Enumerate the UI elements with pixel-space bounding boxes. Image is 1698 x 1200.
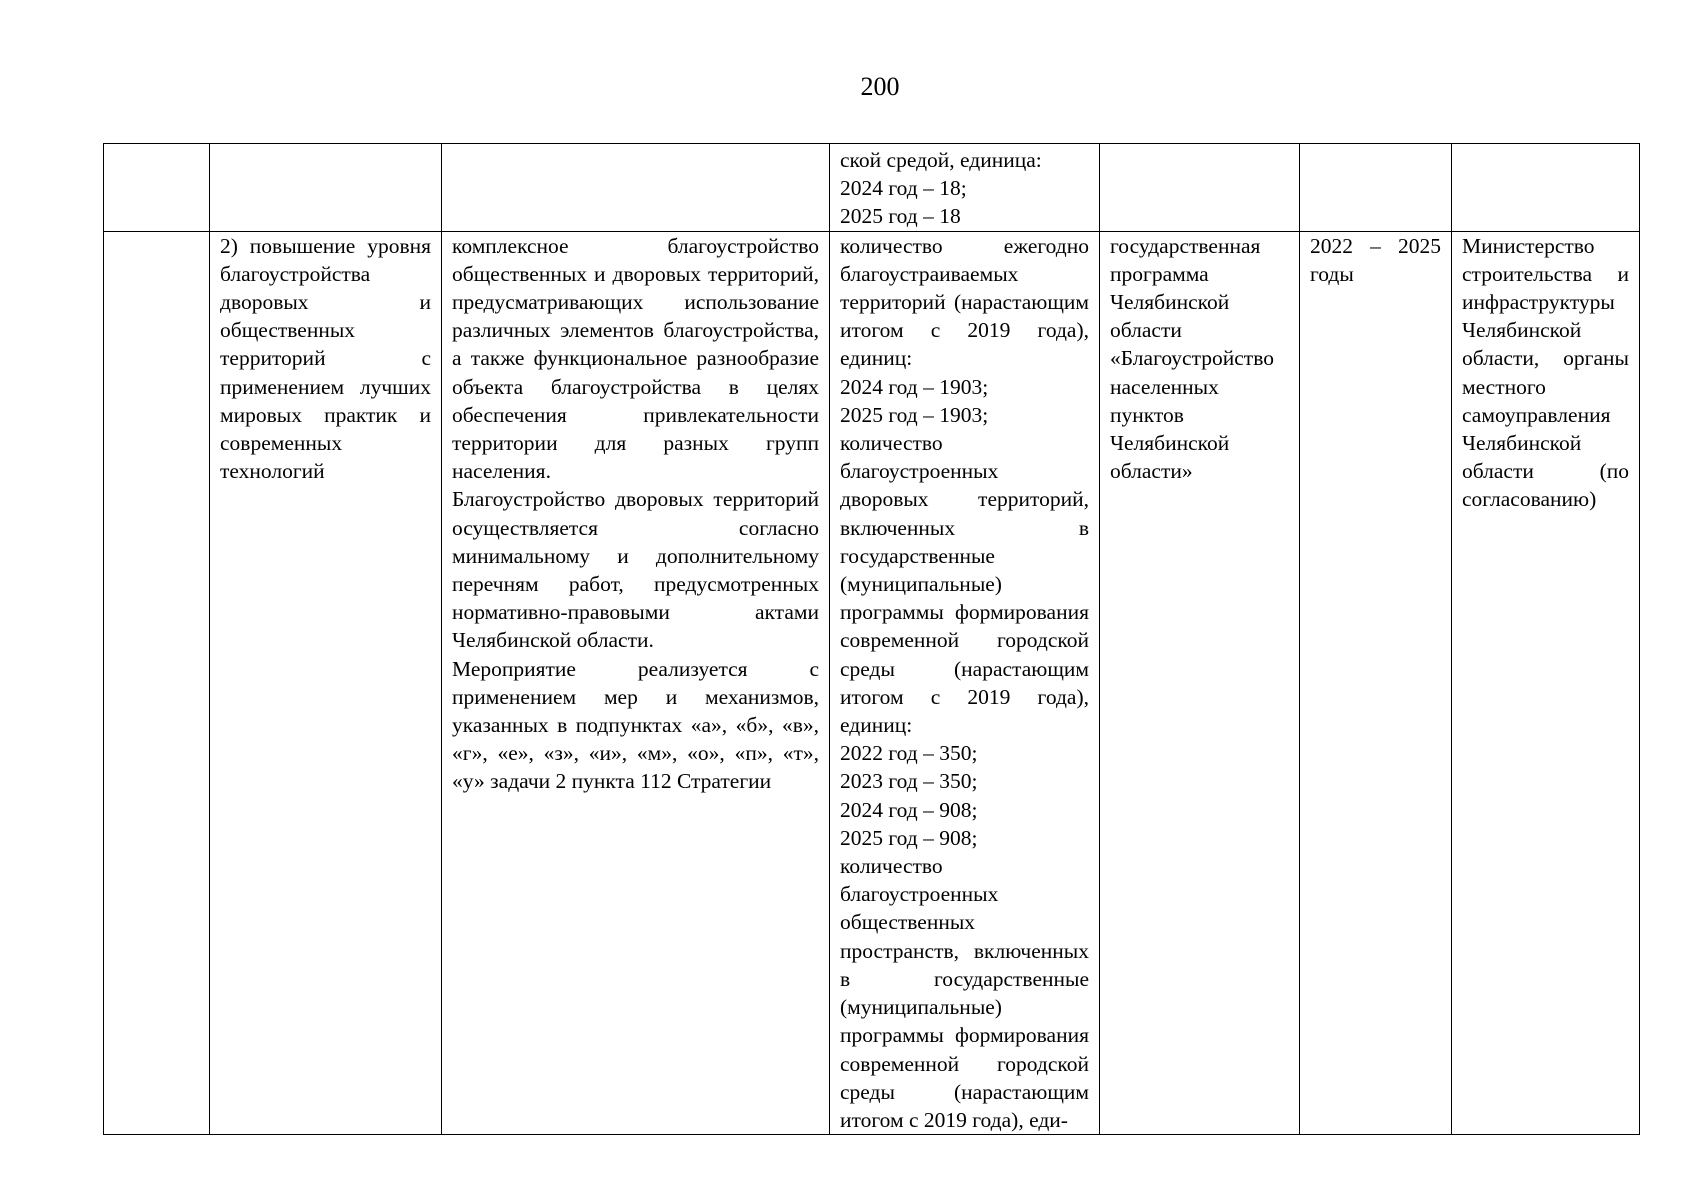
table-row bbox=[104, 231, 1640, 1135]
page-number: 200 bbox=[860, 72, 900, 101]
table-cell-measure bbox=[442, 144, 830, 232]
strategy-table bbox=[103, 143, 1640, 1135]
table-cell-responsible bbox=[1452, 231, 1640, 1135]
indicator-text: количество благоустроенных общественных пространств, включенных в государственные (муниципальные) программы формирования современной городской среды (нарастающим итогом с 2019 года), еди- bbox=[840, 854, 1089, 1132]
indicator-value: 2025 год – 908; bbox=[840, 825, 978, 850]
measure-paragraph: комплексное благоустройство общественных и дворовых территорий, предусматривающих использование различных элементов благоустройства, а также функциональное разнообразие объекта благоустройства в целях обеспечения привлекательности территории для разных групп населения. bbox=[452, 233, 819, 484]
indicator-text: ской средой, единица: bbox=[840, 148, 1042, 172]
indicator-value: 2025 год – 1903; bbox=[840, 402, 989, 427]
table-cell-period bbox=[1300, 144, 1452, 232]
responsible-text: Министерство строительства и инфраструктуры Челябинской области, органы местного самоуправления Челябинской области (по согласованию) bbox=[1462, 233, 1629, 512]
table-cell-responsible bbox=[1452, 144, 1640, 232]
table-cell-period bbox=[1300, 231, 1452, 1135]
indicator-value: 2023 год – 350; bbox=[840, 769, 978, 794]
table-cell-program bbox=[1100, 231, 1300, 1135]
program-text: государственная программа Челябинской области «Благоустройство населенных пунктов Челябинской области» bbox=[1110, 233, 1274, 484]
table-cell-program bbox=[1100, 144, 1300, 232]
table-cell-indicator bbox=[830, 231, 1100, 1135]
table-cell-measure bbox=[442, 231, 830, 1135]
table-cell-task bbox=[210, 231, 442, 1135]
table-cell-number bbox=[104, 231, 210, 1135]
indicator-value: 2024 год – 1903; bbox=[840, 374, 989, 399]
indicator-value: 2024 год – 18; bbox=[840, 176, 967, 201]
table-row bbox=[104, 144, 1640, 232]
table-cell-task bbox=[210, 144, 442, 232]
measure-paragraph: Благоустройство дворовых территорий осуществляется согласно минимальному и дополнительному перечням работ, предусмотренных нормативно-правовыми актами Челябинской области. bbox=[452, 487, 819, 653]
measure-paragraph: Мероприятие реализуется с применением мер и механизмов, указанных в подпунктах «а», «б», «в», «г», «е», «з», «и», «м», «о», «п», «т», «у» задачи 2 пункта 112 Стратегии bbox=[452, 656, 819, 794]
indicator-value: 2022 год – 350; bbox=[840, 741, 978, 766]
period-text: 2022 – 2025 годы bbox=[1310, 233, 1441, 286]
indicator-value: 2024 год – 908; bbox=[840, 797, 978, 822]
indicator-text: количество ежегодно благоустраиваемых территорий (нарастающим итогом с 2019 года), единиц: bbox=[840, 233, 1089, 371]
indicator-value: 2025 год – 18 bbox=[840, 204, 961, 229]
table-cell-number bbox=[104, 144, 210, 232]
task-text: 2) повышение уровня благоустройства дворовых и общественных территорий с применением лучших мировых практик и современных технологий bbox=[220, 233, 431, 484]
indicator-text: количество благоустроенных дворовых территорий, включенных в государственные (муниципальные) программы формирования современной городской среды (нарастающим итогом с 2019 года), единиц: bbox=[840, 431, 1089, 738]
table-cell-indicator bbox=[830, 144, 1100, 232]
